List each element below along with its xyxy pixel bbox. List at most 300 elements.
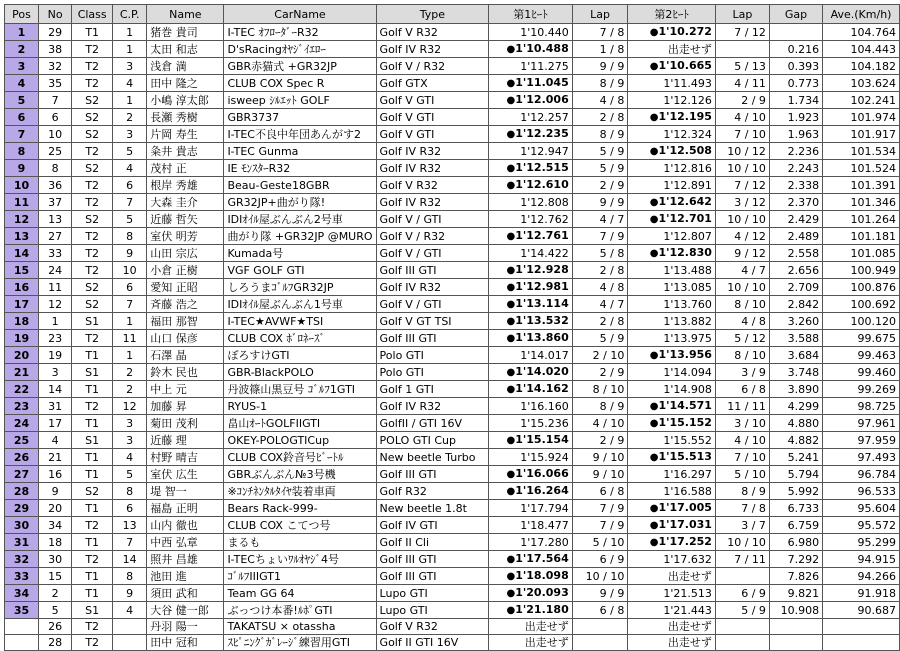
pos-cell: 8	[5, 143, 39, 160]
header-heat2: 第2ﾋｰﾄ	[628, 5, 716, 24]
header-row	[5, 5, 900, 24]
carname-cell: OKEY-POLOGTICup	[224, 432, 376, 449]
best-lap-marker: ●	[506, 231, 516, 242]
class-cell: S2	[72, 279, 113, 296]
class-cell: S1	[72, 364, 113, 381]
no-cell: 33	[39, 245, 72, 262]
lap2-cell: 5 / 12	[715, 330, 769, 347]
cp-cell: 1	[113, 41, 147, 58]
name-cell: 太田 和志	[147, 41, 224, 58]
ave-cell: 97.493	[823, 449, 900, 466]
ave-cell: 101.264	[823, 211, 900, 228]
heat2-cell	[628, 245, 716, 262]
gap-cell: 6.733	[769, 500, 822, 517]
lap2-cell: 10 / 10	[715, 160, 769, 177]
table-row	[5, 449, 900, 466]
no-cell: 12	[39, 296, 72, 313]
results-table-container	[4, 4, 900, 651]
carname-cell: 曲がり隊 +GR32JP @MURO	[224, 228, 376, 245]
gap-cell: 3.890	[769, 381, 822, 398]
gap-cell: 6.980	[769, 534, 822, 551]
name-cell: 斉藤 浩之	[147, 296, 224, 313]
best-lap-marker: ●	[506, 95, 516, 106]
pos-cell: 6	[5, 109, 39, 126]
lap1-cell: 5 / 10	[572, 534, 628, 551]
lap-time: 1'13.860	[515, 331, 569, 344]
cp-cell: 11	[113, 330, 147, 347]
heat2-cell	[628, 517, 716, 534]
lap1-cell: 8 / 10	[572, 381, 628, 398]
lap2-cell: 7 / 10	[715, 126, 769, 143]
heat1-cell: 1'17.280	[489, 534, 573, 551]
ave-cell: 95.299	[823, 534, 900, 551]
carname-cell: I-TECちょいﾜﾙｵﾔｼﾞ4号	[224, 551, 376, 568]
carname-cell: ぼろすけGTI	[224, 347, 376, 364]
cp-cell: 9	[113, 585, 147, 602]
ave-cell: 97.959	[823, 432, 900, 449]
lap2-cell: 3 / 7	[715, 517, 769, 534]
heat2-cell	[628, 211, 716, 228]
class-cell: T2	[72, 228, 113, 245]
lap1-cell: 4 / 7	[572, 296, 628, 313]
class-cell: S2	[72, 160, 113, 177]
pos-cell: 27	[5, 466, 39, 483]
no-cell: 1	[39, 313, 72, 330]
type-cell: Golf IV R32	[376, 160, 489, 177]
class-cell: T1	[72, 466, 113, 483]
best-lap-marker: ●	[649, 214, 659, 225]
name-cell: 鈴木 民也	[147, 364, 224, 381]
table-row	[5, 41, 900, 58]
heat2-cell: 出走せず	[628, 41, 716, 58]
best-lap-marker: ●	[649, 146, 659, 157]
type-cell: Golf V / R32	[376, 58, 489, 75]
table-row	[5, 500, 900, 517]
no-cell: 24	[39, 262, 72, 279]
name-cell: 室伏 明芳	[147, 228, 224, 245]
heat2-cell: 出走せず	[628, 619, 716, 635]
name-cell: 根岸 秀雄	[147, 177, 224, 194]
pos-cell: 29	[5, 500, 39, 517]
best-lap-marker: ●	[506, 265, 516, 276]
cp-cell: 1	[113, 92, 147, 109]
type-cell: Golf III GTI	[376, 551, 489, 568]
name-cell: 須田 武和	[147, 585, 224, 602]
lap1-cell: 9 / 9	[572, 194, 628, 211]
gap-cell	[769, 635, 822, 651]
heat1-cell: 1'14.422	[489, 245, 573, 262]
carname-cell: GR32JP+曲がり隊!	[224, 194, 376, 211]
name-cell: 小嶋 淳太郎	[147, 92, 224, 109]
best-lap-marker: ●	[649, 401, 659, 412]
carname-cell: GBR-BlackPOLO	[224, 364, 376, 381]
table-row	[5, 262, 900, 279]
ave-cell	[823, 635, 900, 651]
gap-cell: 2.558	[769, 245, 822, 262]
lap-time: 1'17.252	[658, 535, 712, 548]
cp-cell: 5	[113, 143, 147, 160]
table-row	[5, 313, 900, 330]
heat1-cell	[489, 585, 573, 602]
cp-cell: 7	[113, 296, 147, 313]
lap2-cell: 7 / 10	[715, 449, 769, 466]
lap-time: 1'14.571	[658, 399, 712, 412]
table-row	[5, 330, 900, 347]
heat1-cell	[489, 364, 573, 381]
name-cell: 堤 智一	[147, 483, 224, 500]
best-lap-marker: ●	[649, 61, 659, 72]
no-cell: 25	[39, 143, 72, 160]
best-lap-marker: ●	[506, 571, 516, 582]
heat1-cell: 1'14.017	[489, 347, 573, 364]
type-cell: Golf III GTI	[376, 330, 489, 347]
lap2-cell: 8 / 9	[715, 483, 769, 500]
type-cell: Golf R32	[376, 483, 489, 500]
pos-cell: 9	[5, 160, 39, 177]
lap-time: 1'21.180	[515, 603, 569, 616]
type-cell: Lupo GTI	[376, 602, 489, 619]
heat1-cell	[489, 41, 573, 58]
heat2-cell	[628, 398, 716, 415]
name-cell: 室伏 広生	[147, 466, 224, 483]
ave-cell: 100.120	[823, 313, 900, 330]
lap1-cell: 9 / 10	[572, 449, 628, 466]
ave-cell: 101.181	[823, 228, 900, 245]
no-cell: 10	[39, 126, 72, 143]
cp-cell: 3	[113, 432, 147, 449]
lap-time: 1'17.031	[658, 518, 712, 531]
heat1-cell: 1'10.440	[489, 24, 573, 41]
no-cell: 38	[39, 41, 72, 58]
header-carname: CarName	[224, 5, 376, 24]
heat2-cell	[628, 143, 716, 160]
lap-time: 1'14.020	[515, 365, 569, 378]
lap1-cell: 8 / 9	[572, 398, 628, 415]
gap-cell: 10.908	[769, 602, 822, 619]
heat1-cell: 出走せず	[489, 635, 573, 651]
no-cell: 27	[39, 228, 72, 245]
lap2-cell: 5 / 9	[715, 602, 769, 619]
class-cell: T2	[72, 58, 113, 75]
table-row	[5, 635, 900, 651]
type-cell: Golf IV R32	[376, 194, 489, 211]
gap-cell: 3.748	[769, 364, 822, 381]
lap1-cell: 1 / 8	[572, 41, 628, 58]
class-cell: T2	[72, 330, 113, 347]
heat2-cell: 1'21.443	[628, 602, 716, 619]
heat1-cell	[489, 75, 573, 92]
ave-cell: 102.241	[823, 92, 900, 109]
cp-cell: 6	[113, 500, 147, 517]
lap-time: 1'15.154	[515, 433, 569, 446]
ave-cell: 104.443	[823, 41, 900, 58]
no-cell: 19	[39, 347, 72, 364]
carname-cell: 丹波篠山黒豆号 ｺﾞﾙﾌ1GTI	[224, 381, 376, 398]
ave-cell	[823, 619, 900, 635]
best-lap-marker: ●	[649, 350, 659, 361]
class-cell: T1	[72, 568, 113, 585]
header-gap: Gap	[769, 5, 822, 24]
cp-cell: 10	[113, 262, 147, 279]
type-cell: GolfII / GTI 16V	[376, 415, 489, 432]
gap-cell: 3.684	[769, 347, 822, 364]
heat2-cell: 出走せず	[628, 568, 716, 585]
ave-cell: 101.917	[823, 126, 900, 143]
lap-time: 1'10.272	[658, 25, 712, 38]
heat1-cell	[489, 262, 573, 279]
cp-cell: 13	[113, 517, 147, 534]
ave-cell: 96.533	[823, 483, 900, 500]
best-lap-marker: ●	[506, 129, 516, 140]
header-lap1: Lap	[572, 5, 628, 24]
gap-cell: 7.292	[769, 551, 822, 568]
lap1-cell: 8 / 9	[572, 75, 628, 92]
pos-cell: 30	[5, 517, 39, 534]
heat2-cell: 1'11.493	[628, 75, 716, 92]
class-cell: S2	[72, 296, 113, 313]
class-cell: S1	[72, 432, 113, 449]
name-cell: 小倉 正樹	[147, 262, 224, 279]
name-cell: 福島 正明	[147, 500, 224, 517]
heat1-cell	[489, 551, 573, 568]
class-cell: T1	[72, 381, 113, 398]
table-row	[5, 466, 900, 483]
name-cell: 大森 圭介	[147, 194, 224, 211]
ave-cell: 98.725	[823, 398, 900, 415]
name-cell: 山口 保彦	[147, 330, 224, 347]
heat2-cell	[628, 534, 716, 551]
type-cell: Golf IV R32	[376, 143, 489, 160]
lap-time: 1'20.093	[515, 586, 569, 599]
heat2-cell: 1'16.297	[628, 466, 716, 483]
lap-time: 1'12.610	[515, 178, 569, 191]
name-cell: 近藤 理	[147, 432, 224, 449]
no-cell: 30	[39, 551, 72, 568]
lap-time: 1'12.508	[658, 144, 712, 157]
pos-cell: 2	[5, 41, 39, 58]
lap-time: 1'11.045	[515, 76, 569, 89]
cp-cell: 4	[113, 75, 147, 92]
ave-cell: 94.266	[823, 568, 900, 585]
type-cell: Golf 1 GTI	[376, 381, 489, 398]
type-cell: POLO GTI Cup	[376, 432, 489, 449]
lap1-cell: 2 / 10	[572, 347, 628, 364]
no-cell: 9	[39, 483, 72, 500]
carname-cell: Bears Rack-999-	[224, 500, 376, 517]
no-cell: 20	[39, 500, 72, 517]
header-pos: Pos	[5, 5, 39, 24]
cp-cell: 4	[113, 449, 147, 466]
class-cell: T1	[72, 347, 113, 364]
pos-cell: 35	[5, 602, 39, 619]
carname-cell: ※ｺﾝﾁﾈﾝﾀﾙﾀｲﾔ装着車両	[224, 483, 376, 500]
heat1-cell	[489, 466, 573, 483]
table-row	[5, 126, 900, 143]
lap2-cell: 3 / 12	[715, 194, 769, 211]
cp-cell	[113, 635, 147, 651]
ave-cell: 96.784	[823, 466, 900, 483]
heat1-cell	[489, 602, 573, 619]
table-row	[5, 24, 900, 41]
gap-cell: 1.963	[769, 126, 822, 143]
no-cell: 14	[39, 381, 72, 398]
gap-cell: 9.821	[769, 585, 822, 602]
class-cell: T2	[72, 262, 113, 279]
lap2-cell: 9 / 12	[715, 245, 769, 262]
type-cell: Golf II Cli	[376, 534, 489, 551]
best-lap-marker: ●	[649, 520, 659, 531]
lap-time: 1'12.761	[515, 229, 569, 242]
pos-cell: 19	[5, 330, 39, 347]
no-cell: 18	[39, 534, 72, 551]
pos-cell: 31	[5, 534, 39, 551]
carname-cell: I-TEC ｵﾌﾛｰﾀﾞｰR32	[224, 24, 376, 41]
type-cell: New beetle 1.8t	[376, 500, 489, 517]
gap-cell: 7.826	[769, 568, 822, 585]
heat1-cell: 出走せず	[489, 619, 573, 635]
lap1-cell: 2 / 9	[572, 177, 628, 194]
carname-cell: RYUS-1	[224, 398, 376, 415]
lap2-cell: 4 / 7	[715, 262, 769, 279]
best-lap-marker: ●	[506, 163, 516, 174]
lap2-cell: 7 / 8	[715, 500, 769, 517]
best-lap-marker: ●	[506, 180, 516, 191]
lap-time: 1'12.235	[515, 127, 569, 140]
cp-cell: 3	[113, 126, 147, 143]
carname-cell: GBRぶんぶん№3号機	[224, 466, 376, 483]
heat1-cell: 1'15.924	[489, 449, 573, 466]
carname-cell: IE ﾓﾝｽﾀｰR32	[224, 160, 376, 177]
carname-cell: Beau-Geste18GBR	[224, 177, 376, 194]
cp-cell: 6	[113, 279, 147, 296]
name-cell: 菊田 茂利	[147, 415, 224, 432]
lap-time: 1'17.564	[515, 552, 569, 565]
ave-cell: 103.624	[823, 75, 900, 92]
lap1-cell: 2 / 8	[572, 262, 628, 279]
gap-cell: 5.992	[769, 483, 822, 500]
type-cell: Golf V GTI	[376, 92, 489, 109]
class-cell: S2	[72, 483, 113, 500]
type-cell: Lupo GTI	[376, 585, 489, 602]
pos-cell: 14	[5, 245, 39, 262]
type-cell: Golf II GTI 16V	[376, 635, 489, 651]
no-cell: 28	[39, 635, 72, 651]
cp-cell: 1	[113, 347, 147, 364]
lap2-cell: 10 / 10	[715, 279, 769, 296]
type-cell: Golf IV R32	[376, 41, 489, 58]
lap1-cell: 7 / 9	[572, 228, 628, 245]
name-cell: 田中 隆之	[147, 75, 224, 92]
lap2-cell: 3 / 10	[715, 415, 769, 432]
heat2-cell	[628, 58, 716, 75]
heat2-cell	[628, 194, 716, 211]
ave-cell: 94.915	[823, 551, 900, 568]
class-cell: S2	[72, 109, 113, 126]
no-cell: 31	[39, 398, 72, 415]
gap-cell: 2.370	[769, 194, 822, 211]
lap-time: 1'12.642	[658, 195, 712, 208]
class-cell: T2	[72, 517, 113, 534]
no-cell: 26	[39, 619, 72, 635]
gap-cell: 2.243	[769, 160, 822, 177]
lap1-cell: 5 / 9	[572, 143, 628, 160]
gap-cell: 1.923	[769, 109, 822, 126]
heat1-cell	[489, 126, 573, 143]
cp-cell: 5	[113, 211, 147, 228]
no-cell: 32	[39, 58, 72, 75]
heat1-cell	[489, 483, 573, 500]
heat2-cell	[628, 415, 716, 432]
lap-time: 1'18.098	[515, 569, 569, 582]
table-row	[5, 228, 900, 245]
lap-time: 1'12.195	[658, 110, 712, 123]
table-row	[5, 279, 900, 296]
class-cell: T2	[72, 398, 113, 415]
gap-cell: 3.260	[769, 313, 822, 330]
best-lap-marker: ●	[506, 384, 516, 395]
heat2-cell	[628, 500, 716, 517]
table-row	[5, 381, 900, 398]
ave-cell: 104.764	[823, 24, 900, 41]
no-cell: 4	[39, 432, 72, 449]
heat2-cell: 1'13.760	[628, 296, 716, 313]
ave-cell: 91.918	[823, 585, 900, 602]
class-cell: S2	[72, 92, 113, 109]
table-row	[5, 75, 900, 92]
lap1-cell	[572, 619, 628, 635]
ave-cell: 101.346	[823, 194, 900, 211]
gap-cell: 4.299	[769, 398, 822, 415]
cp-cell: 8	[113, 483, 147, 500]
cp-cell: 3	[113, 415, 147, 432]
class-cell: S2	[72, 126, 113, 143]
lap2-cell: 4 / 12	[715, 228, 769, 245]
no-cell: 34	[39, 517, 72, 534]
header-name: Name	[147, 5, 224, 24]
lap1-cell: 5 / 9	[572, 330, 628, 347]
lap2-cell: 7 / 11	[715, 551, 769, 568]
cp-cell: 5	[113, 466, 147, 483]
gap-cell: 2.489	[769, 228, 822, 245]
class-cell: T2	[72, 143, 113, 160]
lap-time: 1'12.981	[515, 280, 569, 293]
type-cell: Golf GTX	[376, 75, 489, 92]
carname-cell: CLUB COX Spec R	[224, 75, 376, 92]
lap2-cell: 4 / 10	[715, 109, 769, 126]
lap1-cell: 5 / 9	[572, 160, 628, 177]
type-cell: Golf V / GTI	[376, 245, 489, 262]
name-cell: 粂井 貴志	[147, 143, 224, 160]
name-cell: 片岡 寿生	[147, 126, 224, 143]
gap-cell: 6.759	[769, 517, 822, 534]
gap-cell: 5.241	[769, 449, 822, 466]
gap-cell: 4.882	[769, 432, 822, 449]
name-cell: 山内 徹也	[147, 517, 224, 534]
lap1-cell: 4 / 10	[572, 415, 628, 432]
header-type: Type	[376, 5, 489, 24]
cp-cell	[113, 619, 147, 635]
name-cell: 愛知 正昭	[147, 279, 224, 296]
pos-cell: 16	[5, 279, 39, 296]
lap1-cell: 8 / 9	[572, 126, 628, 143]
gap-cell: 1.734	[769, 92, 822, 109]
no-cell: 7	[39, 92, 72, 109]
heat1-cell	[489, 381, 573, 398]
class-cell: T2	[72, 635, 113, 651]
heat1-cell	[489, 296, 573, 313]
ave-cell: 101.085	[823, 245, 900, 262]
gap-cell: 5.794	[769, 466, 822, 483]
